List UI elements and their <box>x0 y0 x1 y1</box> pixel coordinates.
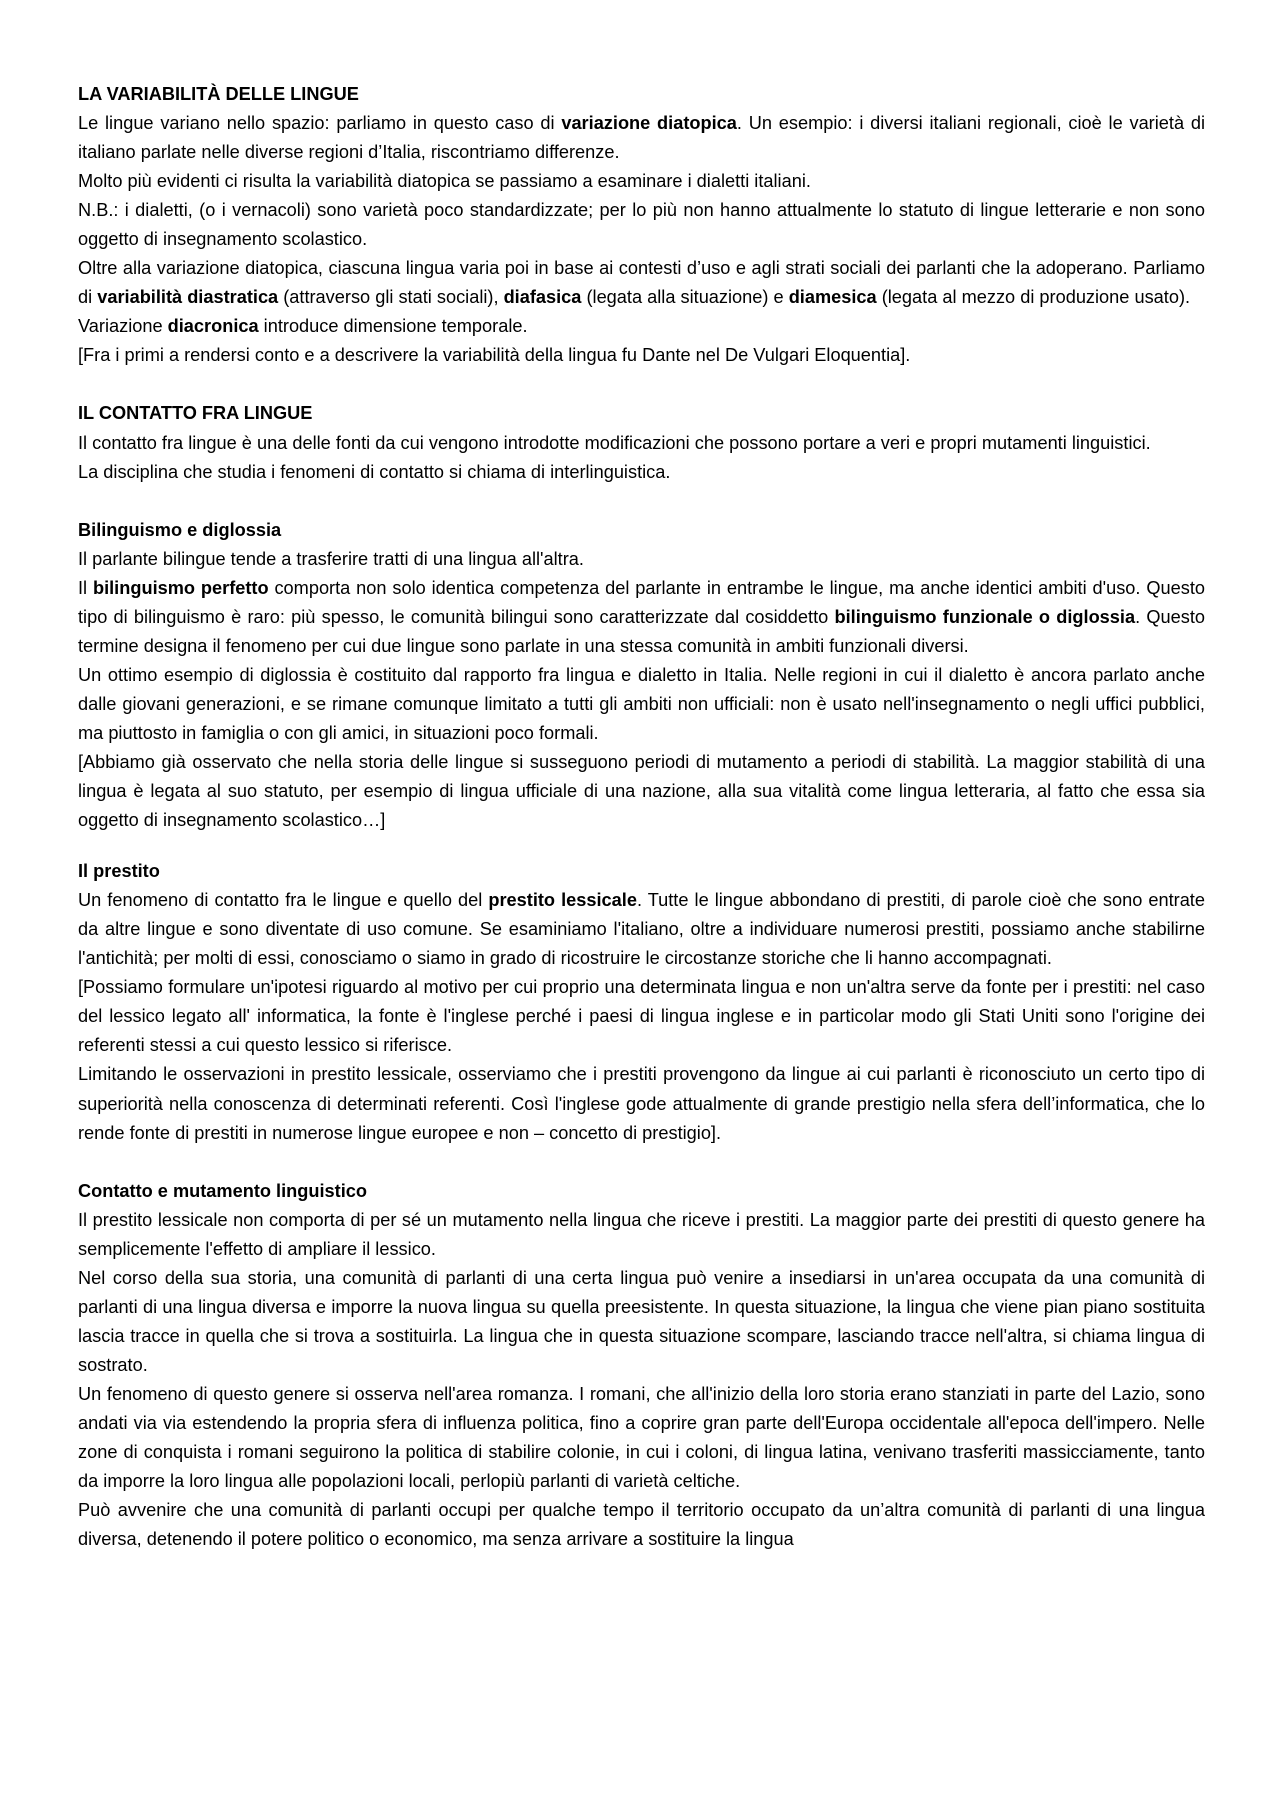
bold-term: bilinguismo perfetto <box>92 577 269 598</box>
section-title: LA VARIABILITÀ DELLE LINGUE <box>78 84 359 104</box>
paragraph <box>78 973 1205 1060</box>
bold-term: prestito lessicale <box>488 890 637 911</box>
section-mutamento <box>78 1177 1205 1555</box>
paragraph <box>78 458 1205 487</box>
section-spacer <box>78 487 1205 516</box>
section-spacer <box>78 835 1205 857</box>
paragraph <box>78 574 1205 661</box>
text-run: Il prestito lessicale non comporta di per sé un mutamento nella lingua che riceve i prestiti. La maggior parte dei prestiti di questo genere ha semplicemente l'effetto di ampliare il lessico. <box>78 1209 1205 1259</box>
text-run: Molto più evidenti ci risulta la variabilità diatopica se passiamo a esaminare i dialetti italiani. <box>78 171 811 192</box>
text-run: (legata alla situazione) e <box>581 287 789 308</box>
section-title: IL CONTATTO FRA LINGUE <box>78 403 313 424</box>
text-run: Un fenomeno di contatto fra le lingue e quello del <box>78 890 489 911</box>
text-run: N.B.: i dialetti, (o i vernacoli) sono varietà poco standardizzate; per lo più non hanno attualmente lo statuto di lingue letterarie e non sono oggetto di insegnamento scolastico. <box>78 200 1205 250</box>
bold-term: variabilità diastratica <box>97 287 279 308</box>
paragraph <box>78 196 1205 254</box>
paragraph <box>78 1060 1205 1147</box>
text-run: [Fra i primi a rendersi conto e a descrivere la variabilità della lingua fu Dante nel De Vulgari Eloquentia]. <box>78 345 911 366</box>
text-run: [Abbiamo già osservato che nella storia delle lingue si susseguono periodi di mutamento a periodi di stabilità. La maggior stabilità di una lingua è legata al suo statuto, per esempio di lingua ufficiale di una nazione, alla sua vitalità come lingua letteraria, al fatto che essa sia oggetto di insegnamento scolastico…] <box>78 751 1205 831</box>
bold-term: diacronica <box>167 316 259 337</box>
text-run: . Un esempio: i diversi italiani regionali, cioè le varietà di italiano parlate nelle diverse regioni d’Italia, riscontriamo differenze. <box>78 113 1205 163</box>
paragraph <box>78 748 1205 835</box>
section-title: Bilinguismo e diglossia <box>78 519 282 540</box>
paragraph <box>78 312 1205 341</box>
paragraph <box>78 109 1205 167</box>
text-run: Il contatto fra lingue è una delle fonti da cui vengono introdotte modificazioni che possono portare a veri e propri mutamenti linguistici. <box>78 432 1151 453</box>
text-run: La disciplina che studia i fenomeni di contatto si chiama di interlinguistica. <box>78 461 671 482</box>
paragraph <box>78 1206 1205 1264</box>
paragraph <box>78 886 1205 973</box>
paragraph <box>78 1264 1205 1380</box>
paragraph <box>78 1496 1205 1554</box>
section-variabilita <box>78 80 1205 370</box>
text-run: (attraverso gli stati sociali), <box>278 287 504 308</box>
text-run: Variazione <box>78 316 168 337</box>
bold-term: diamesica <box>788 287 877 308</box>
text-run: Un fenomeno di questo genere si osserva nell'area romanza. I romani, che all'inizio della loro storia erano stanziati in parte del Lazio, sono andati via via estendendo la propria sfera di influenza politica, fino a coprire gran parte dell'Europa occidentale all'epoca dell'impero. Nelle zone di conquista i romani seguirono la politica di stabilire colonie, in cui i coloni, di lingua latina, venivano trasferiti massicciamente, tanto da imporre la loro lingua alle popolazioni locali, perlopiù parlanti di varietà celtiche. <box>78 1383 1205 1492</box>
paragraph <box>78 661 1205 748</box>
section-bilinguismo <box>78 516 1205 836</box>
paragraph <box>78 429 1205 458</box>
paragraph <box>78 341 1205 370</box>
text-run: Un ottimo esempio di diglossia è costituito dal rapporto fra lingua e dialetto in Italia. Nelle regioni in cui il dialetto è ancora parlato anche dalle giovani generazioni, e se rimane comunque limitato a tutti gli ambiti non ufficiali: non è usato nell'insegnamento o negli uffici pubblici, ma piuttosto in famiglia o con gli amici, in situazioni poco formali. <box>78 664 1205 743</box>
section-spacer <box>78 1148 1205 1177</box>
text-run: Oltre alla variazione diatopica, ciascuna lingua varia poi in base ai contesti d’uso e agli strati sociali dei parlanti che la adoperano. Parliamo di <box>78 258 1205 308</box>
text-run: Limitando le osservazioni in prestito lessicale, osserviamo che i prestiti provengono da lingue ai cui parlanti è riconosciuto un certo tipo di superiorità nella conoscenza di determinati referenti. Così l'inglese gode attualmente di grande prestigio nella sfera dell’informatica, che lo rende fonte di prestiti in numerose lingue europee e non – concetto di prestigio]. <box>78 1064 1205 1143</box>
paragraph <box>78 545 1205 574</box>
text-run: introduce dimensione temporale. <box>258 316 528 337</box>
text-run: (legata al mezzo di produzione usato). <box>876 287 1191 308</box>
paragraph <box>78 167 1205 196</box>
text-run: Nel corso della sua storia, una comunità di parlanti di una certa lingua può venire a insediarsi in un'area occupata da una comunità di parlanti di una lingua diversa e imporre la nuova lingua su quella preesistente. In questa situazione, la lingua che viene pian piano sostituita lascia tracce in quella che si trova a sostituirla. La lingua che in questa situazione scompare, lasciando tracce nell'altra, si chiama lingua di sostrato. <box>78 1267 1205 1375</box>
section-contatto <box>78 399 1205 486</box>
section-title: Il prestito <box>78 861 160 882</box>
paragraph <box>78 1380 1205 1496</box>
document-page <box>78 80 1205 1554</box>
text-run: Può avvenire che una comunità di parlanti occupi per qualche tempo il territorio occupato da un’altra comunità di parlanti di una lingua diversa, detenendo il potere politico o economico, ma senza arrivare a sostituire la lingua <box>78 1500 1205 1550</box>
text-run: comporta non solo identica competenza del parlante in entrambe le lingue, ma anche identici ambiti d'uso. Questo tipo di bilinguismo è raro: più spesso, le comunità bilingui sono caratterizzate dal cosiddetto <box>78 577 1205 627</box>
text-run: [Possiamo formulare un'ipotesi riguardo al motivo per cui proprio una determinata lingua e non un'altra serve da fonte per i prestiti: nel caso del lessico legato all' informatica, la fonte è l'inglese perché i paesi di lingua inglese e in particolar modo gli Stati Uniti sono l'origine dei referenti stessi a cui questo lessico si riferisce. <box>78 977 1205 1056</box>
text-run: Le lingue variano nello spazio: parliamo in questo caso di <box>78 113 562 134</box>
paragraph <box>78 254 1205 312</box>
section-spacer <box>78 370 1205 399</box>
section-title: Contatto e mutamento linguistico <box>78 1180 367 1201</box>
bold-term: diafasica <box>503 287 582 308</box>
bold-term: variazione diatopica <box>561 113 737 134</box>
text-run: Il parlante bilingue tende a trasferire tratti di una lingua all'altra. <box>78 548 584 569</box>
bold-term: bilinguismo funzionale o diglossia <box>834 606 1136 627</box>
text-run: . Questo termine designa il fenomeno per cui due lingue sono parlate in una stessa comunità in ambiti funzionali diversi. <box>78 606 1206 656</box>
section-prestito <box>78 857 1205 1147</box>
text-run: . Tutte le lingue abbondano di prestiti, di parole cioè che sono entrate da altre lingue e sono diventate di uso comune. Se esaminiamo l'italiano, oltre a individuare numerosi prestiti, possiamo anche stabilirne l'antichità; per molti di essi, conosciamo o siamo in grado di ricostruire le circostanze storiche che li hanno accompagnati. <box>78 890 1205 969</box>
text-run: Il <box>78 577 93 598</box>
